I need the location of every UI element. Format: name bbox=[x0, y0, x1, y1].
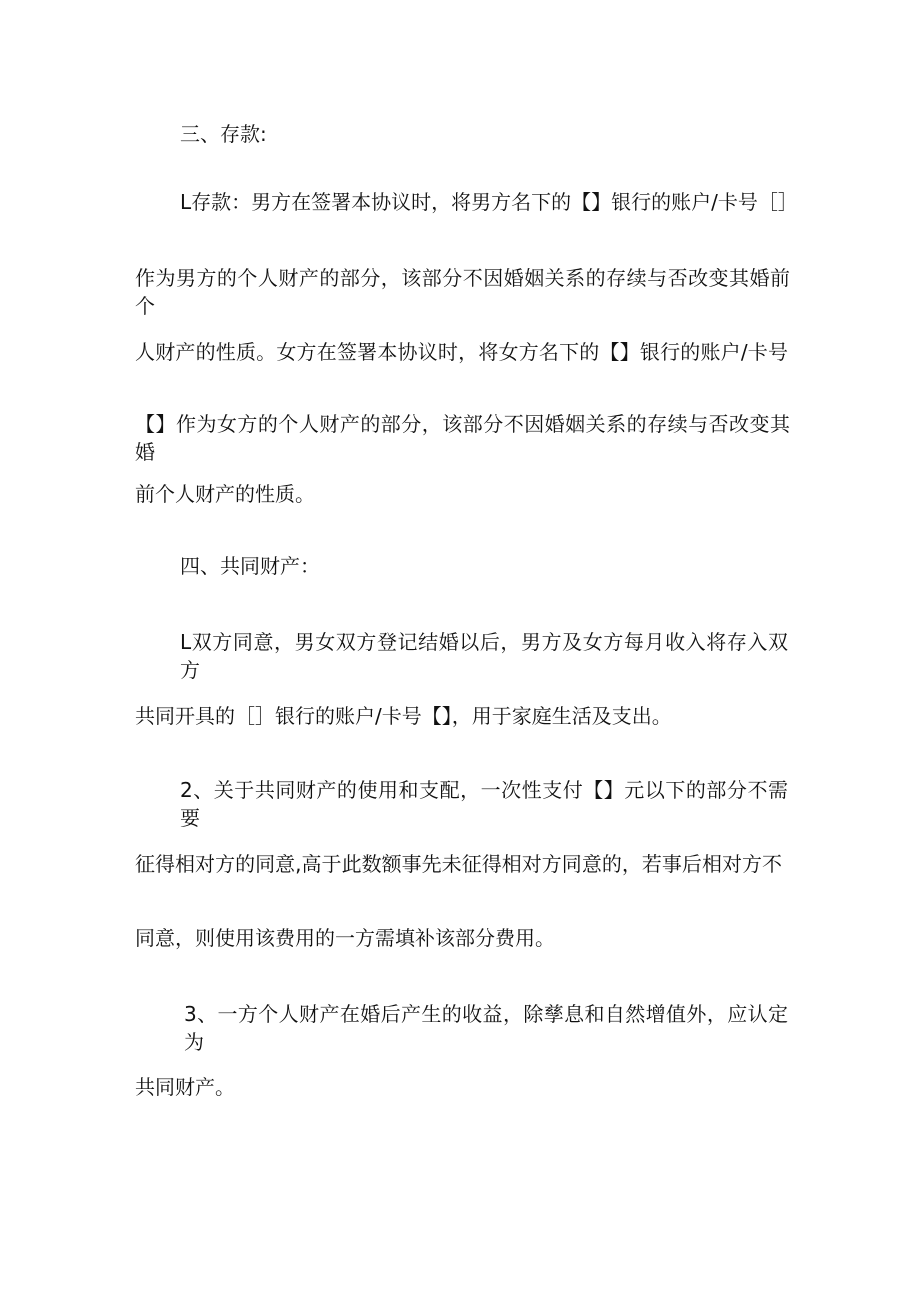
section-3-paragraph-line-2: 作为男方的个人财产的部分，该部分不因婚姻关系的存续与否改变其婚前个 bbox=[135, 266, 790, 318]
section-4-item-1-line-1: L双方同意，男女双方登记结婚以后，男方及女方每月收入将存入双方 bbox=[180, 630, 788, 682]
section-3-paragraph-line-1: L存款：男方在签署本协议时，将男方名下的【】银行的账户/卡号［］ bbox=[180, 190, 798, 214]
section-4-item-3-line-2: 共同财产。 bbox=[135, 1075, 235, 1099]
section-3-heading: 三、存款: bbox=[180, 122, 267, 146]
section-4-item-2-line-2: 征得相对方的同意,高于此数额事先未征得相对方同意的，若事后相对方不 bbox=[135, 852, 782, 876]
section-4-item-3-line-1: 3、一方个人财产在婚后产生的收益，除孳息和自然增值外，应认定为 bbox=[184, 1002, 788, 1054]
section-3-paragraph-line-3: 人财产的性质。女方在签署本协议时，将女方名下的【】银行的账户/卡号 bbox=[135, 340, 788, 364]
section-4-item-2-line-3: 同意，则使用该费用的一方需填补该部分费用。 bbox=[135, 926, 555, 950]
section-4-item-1-line-2: 共同开具的［］银行的账户/卡号【】，用于家庭生活及支出。 bbox=[135, 704, 672, 728]
section-3-paragraph-line-5: 前个人财产的性质。 bbox=[135, 482, 315, 506]
section-3-paragraph-line-4: 【】作为女方的个人财产的部分，该部分不因婚姻关系的存续与否改变其婚 bbox=[135, 412, 790, 464]
section-4-heading: 四、共同财产： bbox=[180, 554, 320, 578]
section-4-item-2-line-1: 2、关于共同财产的使用和支配，一次性支付【】元以下的部分不需要 bbox=[180, 778, 788, 830]
